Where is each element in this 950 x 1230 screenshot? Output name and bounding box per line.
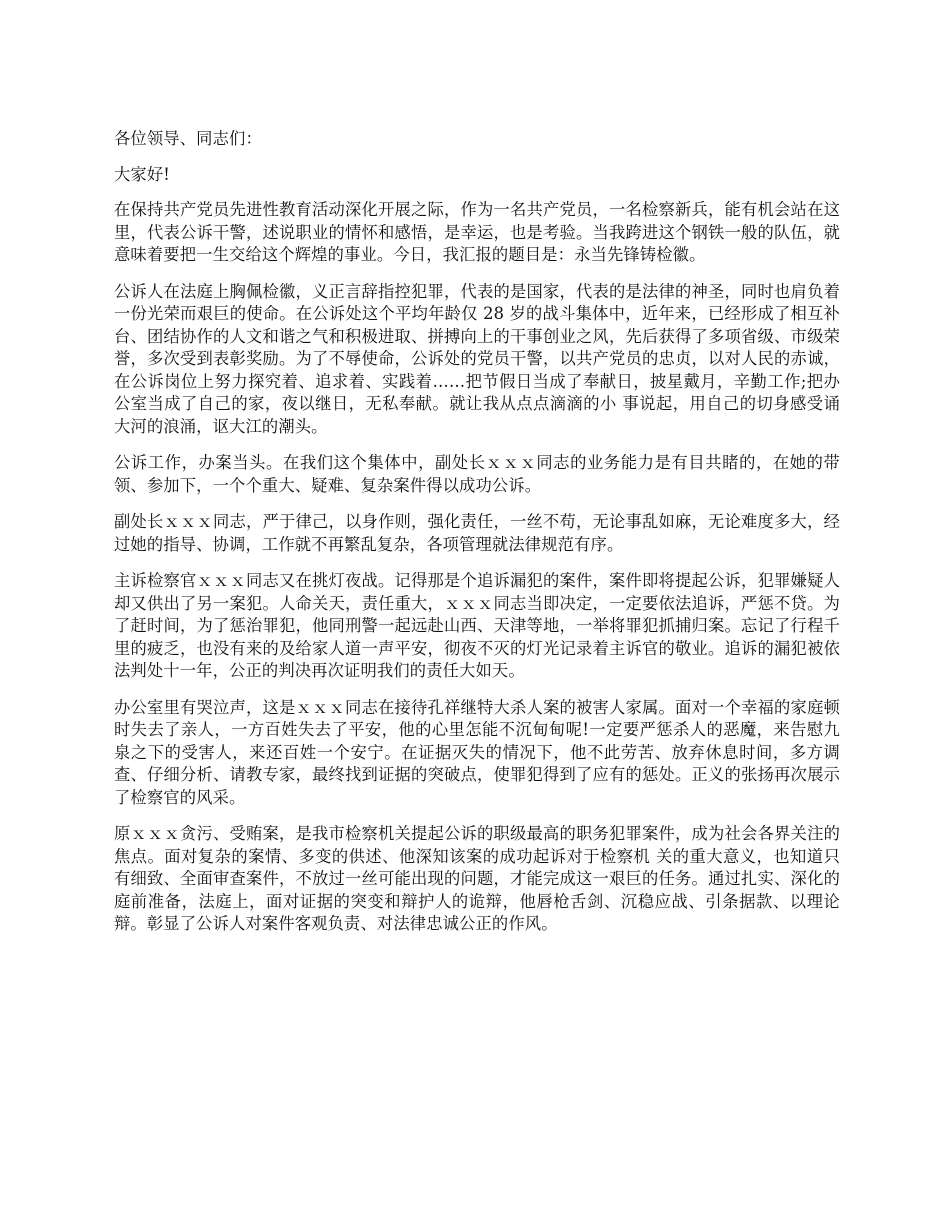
paragraph: 主诉检察官ｘｘｘ同志又在挑灯夜战。记得那是个追诉漏犯的案件，案件即将提起公诉，犯罪嫌疑人却又供出了另一案犯。人命关天，责任重大，ｘｘｘ同志当即决定，一定要依法追诉，严惩不贷。为了赶时间，为了惩治罪犯，他同刑警一起远赴山西、天津等地，一举将罪犯抓捕归案。忘记了行程千里的疲乏，也没有来的及给家人道一声平安，彻夜不灭的灯光记录着主诉官的敬业。追诉的漏犯被依法判处十一年，公正的判决再次证明我们的责任大如天。 [114,571,840,680]
paragraph: 在保持共产党员先进性教育活动深化开展之际，作为一名共产党员，一名检察新兵，能有机会站在这里，代表公诉干警，述说职业的情怀和感悟，是幸运，也是考验。当我跨进这个钢铁一般的队伍，就意味着要把一生交给这个辉煌的事业。今日，我汇报的题目是：永当先锋铸检徽。 [114,200,840,264]
paragraph: 公诉人在法庭上胸佩检徽，义正言辞指控犯罪，代表的是国家，代表的是法律的神圣，同时也肩负着一份光荣而艰巨的使命。在公诉处这个平均年龄仅 28 岁的战斗集体中，近年来，已经形成了相互补台、团结协作的人文和谐之气和积极进取、拼搏向上的干事创业之风，先后获得了多项省级、市级荣誉，多次受到表彰奖励。为了不辱使命，公诉处的党员干警，以共产党员的忠贞，以对人民的赤诚，在公诉岗位上努力探究着、追求着、实践着……把节假日当成了奉献日，披星戴月，辛勤工作;把办公室当成了自己的家，夜以继日，无私奉献。就让我从点点滴滴的小 事说起，用自己的切身感受诵大河的浪涌，讴大江的潮头。 [114,281,840,436]
paragraph: 公诉工作，办案当头。在我们这个集体中，副处长ｘｘｘ同志的业务能力是有目共睹的，在她的带领、参加下，一个个重大、疑难、复杂案件得以成功公诉。 [114,453,840,495]
paragraph: 原ｘｘｘ贪污、受贿案，是我市检察机关提起公诉的职级最高的职务犯罪案件，成为社会各界关注的焦点。面对复杂的案情、多变的供述、他深知该案的成功起诉对于检察机 关的重大意义，也知道只有细致、全面审查案件，不放过一丝可能出现的问题，才能完成这一艰巨的任务。通过扎实、深化的庭前准备，法庭上，面对证据的突变和辩护人的诡辩，他唇枪舌剑、沉稳应战、引条据款、以理论辩。彰显了公诉人对案件客观负责、对法律忠诚公正的作风。 [114,824,840,933]
paragraph: 办公室里有哭泣声，这是ｘｘｘ同志在接待孔祥继特大杀人案的被害人家属。面对一个幸福的家庭顿时失去了亲人，一方百姓失去了平安，他的心里怎能不沉甸甸呢!一定要严惩杀人的恶魔，来告慰九泉之下的受害人，来还百姓一个安宁。在证据灭失的情况下，他不此劳苦、放弃休息时间，多方调查、仔细分析、请教专家，最终找到证据的突破点，使罪犯得到了应有的惩处。正义的张扬再次展示了检察官的风采。 [114,697,840,807]
hello-line: 大家好! [114,164,170,184]
greeting-line: 各位领导、同志们： [114,129,262,148]
paragraph: 副处长ｘｘｘ同志，严于律己，以身作则，强化责任，一丝不苟，无论事乱如麻，无论难度多大，经过她的指导、协调，工作就不再繁乱复杂，各项管理就法律规范有序。 [114,512,840,554]
document-page [114,128,840,950]
